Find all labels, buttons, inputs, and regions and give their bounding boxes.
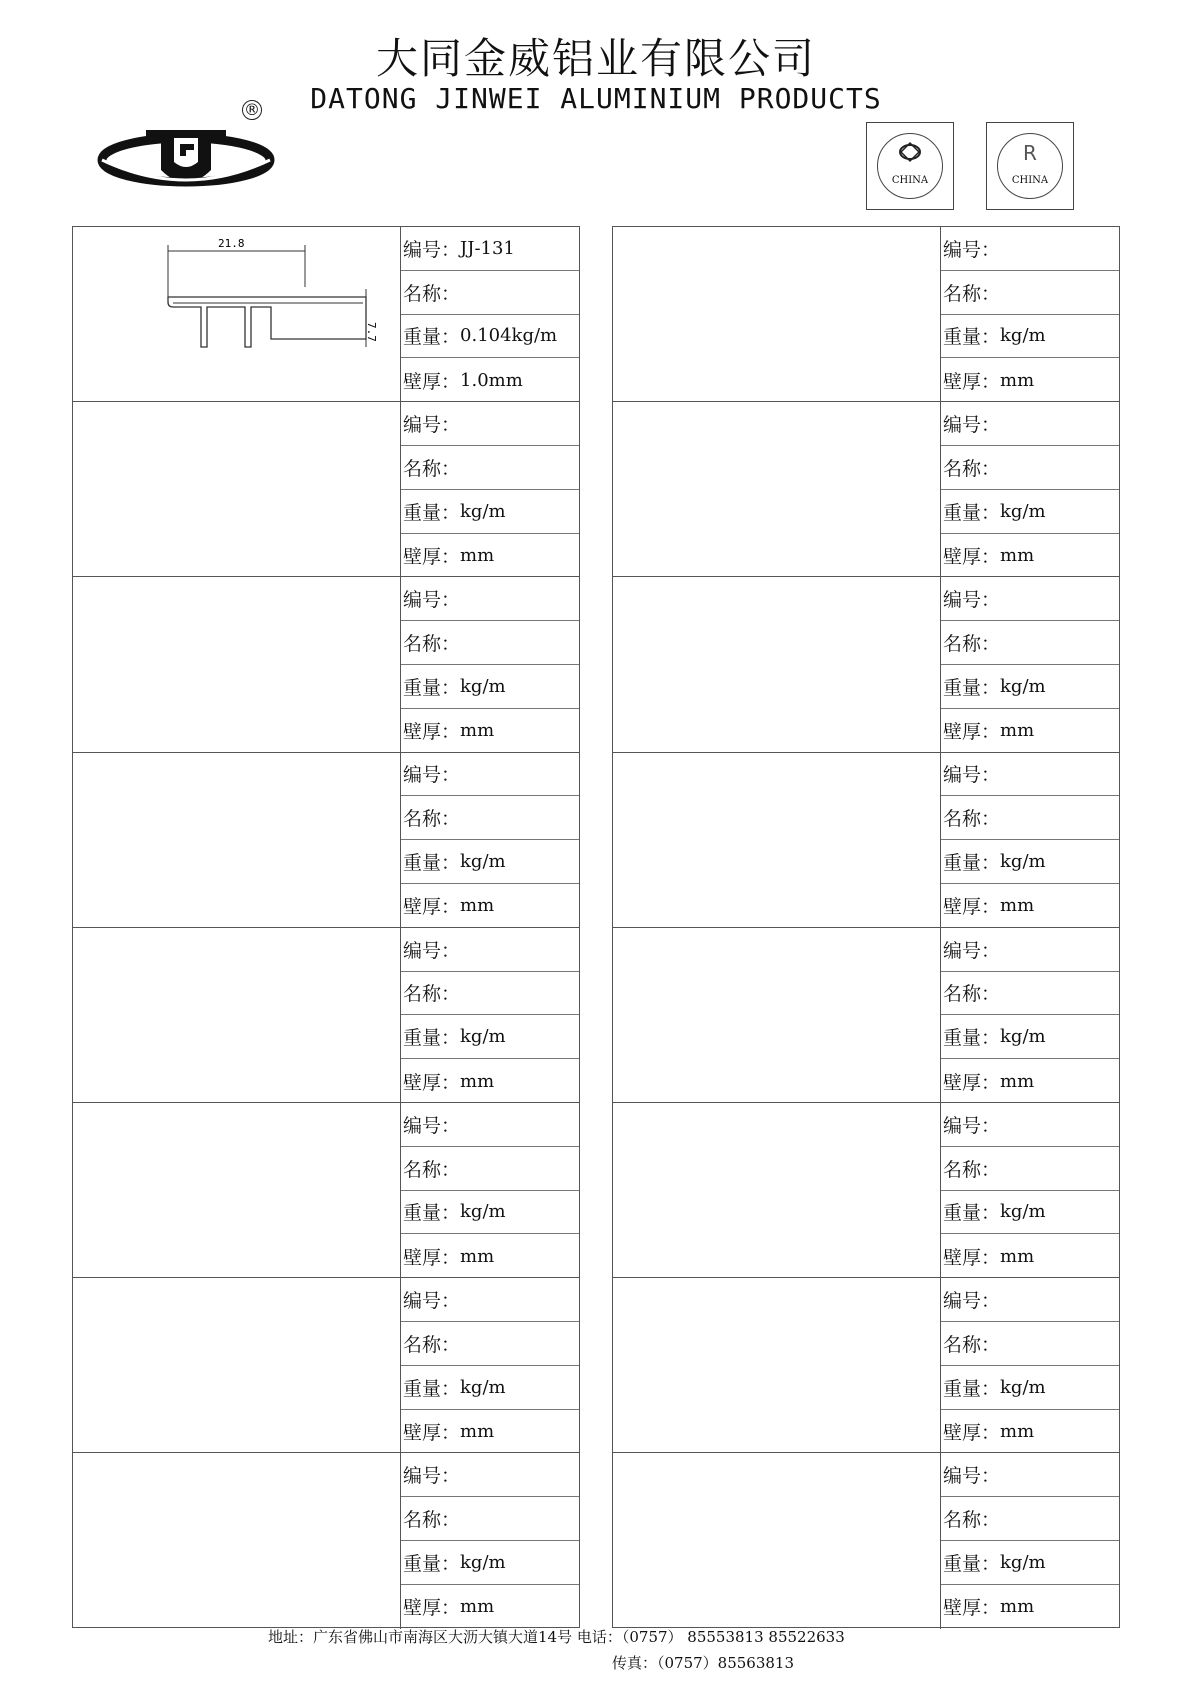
profile-drawing-area — [73, 577, 401, 751]
field-label: 编号： — [403, 1114, 461, 1137]
field-weight — [401, 1541, 579, 1585]
field-label: 名称： — [403, 808, 461, 831]
field-value: kg/m — [460, 675, 506, 697]
profile-drawing-area — [613, 753, 941, 927]
product-entry — [613, 928, 1119, 1103]
profile-drawing-area — [73, 928, 401, 1102]
field-wall — [941, 709, 1119, 753]
field-code — [401, 402, 579, 446]
field-value: kg/m — [460, 851, 506, 873]
field-label: 编号： — [943, 589, 1001, 612]
field-name — [941, 1497, 1119, 1541]
field-name — [401, 271, 579, 315]
product-entry — [613, 577, 1119, 752]
product-entry — [73, 1278, 579, 1453]
field-value: kg/m — [460, 1201, 506, 1223]
footer-address: 地址：广东省佛山市南海区大沥大镇大道14号 电话：（0757） 85553813 85522633 — [268, 1628, 845, 1646]
field-wall — [401, 534, 579, 578]
field-code — [401, 753, 579, 797]
field-value: mm — [460, 720, 495, 742]
spec-fields — [941, 1278, 1119, 1452]
product-entry — [73, 1103, 579, 1278]
field-weight — [401, 490, 579, 534]
company-name-cn: 大同金威铝业有限公司 — [375, 34, 816, 83]
company-name-en: DATONG JINWEI ALUMINIUM PRODUCTS — [310, 82, 882, 115]
registered-trademark-icon: ® — [244, 100, 260, 119]
profile-drawing-area — [613, 928, 941, 1102]
spec-fields — [401, 1103, 579, 1277]
product-entry — [73, 753, 579, 928]
field-value: mm — [460, 1245, 495, 1267]
field-label: 编号： — [943, 1465, 1001, 1488]
field-label: 编号： — [403, 1465, 461, 1488]
product-entry — [73, 928, 579, 1103]
field-label: 编号： — [943, 238, 1001, 261]
product-column-right — [612, 226, 1120, 1628]
field-label: 重量： — [403, 1202, 461, 1225]
field-weight — [941, 1191, 1119, 1235]
field-weight — [941, 1015, 1119, 1059]
field-label: 重量： — [403, 1552, 461, 1575]
field-label: 壁厚： — [403, 896, 461, 919]
field-value: kg/m — [1000, 1201, 1046, 1223]
field-name — [401, 1497, 579, 1541]
field-label: 名称： — [403, 1158, 461, 1181]
profile-drawing-area — [73, 1103, 401, 1277]
field-name — [401, 446, 579, 490]
field-label: 编号： — [943, 764, 1001, 787]
cert-box-r — [986, 122, 1074, 210]
field-label: 编号： — [403, 589, 461, 612]
cert-text: CHINA — [1011, 175, 1049, 186]
spec-fields — [401, 928, 579, 1102]
profile-drawing-area — [73, 1278, 401, 1452]
field-value: kg/m — [1000, 1026, 1046, 1048]
spec-fields — [401, 577, 579, 751]
field-name — [941, 271, 1119, 315]
spec-fields — [941, 1103, 1119, 1277]
profile-drawing-area — [613, 402, 941, 576]
spec-fields — [941, 753, 1119, 927]
product-entry — [73, 577, 579, 752]
field-name — [941, 972, 1119, 1016]
field-label: 重量： — [403, 1027, 461, 1050]
field-label: 名称： — [943, 1158, 1001, 1181]
product-entry — [613, 753, 1119, 928]
field-value: mm — [1000, 720, 1035, 742]
product-entry — [613, 227, 1119, 402]
field-wall — [941, 358, 1119, 402]
field-weight — [941, 1541, 1119, 1585]
field-label: 名称： — [403, 1333, 461, 1356]
field-value: mm — [1000, 1070, 1035, 1092]
product-entry — [613, 1103, 1119, 1278]
field-code — [401, 227, 579, 271]
field-value: mm — [1000, 544, 1035, 566]
field-weight — [401, 840, 579, 884]
spec-fields — [941, 928, 1119, 1102]
field-label: 重量： — [943, 501, 1001, 524]
profile-drawing-area — [613, 1103, 941, 1277]
field-wall — [401, 358, 579, 402]
product-entry — [73, 1453, 579, 1628]
field-code — [941, 928, 1119, 972]
field-label: 编号： — [943, 414, 1001, 437]
field-value: mm — [460, 1596, 495, 1618]
field-wall — [941, 534, 1119, 578]
field-weight — [941, 840, 1119, 884]
field-label: 重量： — [943, 326, 1001, 349]
field-label: 重量： — [943, 1552, 1001, 1575]
field-label: 名称： — [943, 1333, 1001, 1356]
field-label: 名称： — [403, 633, 461, 656]
field-label: 壁厚： — [943, 545, 1001, 568]
spec-fields — [941, 1453, 1119, 1628]
field-value: kg/m — [1000, 1376, 1046, 1398]
field-label: 名称： — [943, 282, 1001, 305]
field-code — [401, 577, 579, 621]
spec-fields — [401, 1278, 579, 1452]
field-value: kg/m — [460, 500, 506, 522]
field-label: 壁厚： — [943, 1246, 1001, 1269]
field-name — [401, 972, 579, 1016]
field-value: kg/m — [460, 1026, 506, 1048]
field-code — [941, 1278, 1119, 1322]
field-label: 壁厚： — [943, 1597, 1001, 1620]
footer-fax: 传真：（0757）85563813 — [612, 1654, 795, 1672]
profile-drawing-area — [613, 227, 941, 401]
field-label: 名称： — [943, 983, 1001, 1006]
field-label: 编号： — [403, 764, 461, 787]
field-value: mm — [1000, 369, 1035, 391]
field-weight — [401, 1015, 579, 1059]
field-weight — [401, 315, 579, 359]
spec-fields — [401, 227, 579, 401]
field-label: 编号： — [943, 1114, 1001, 1137]
field-label: 重量： — [403, 1377, 461, 1400]
field-wall — [941, 1234, 1119, 1278]
field-label: 壁厚： — [403, 1421, 461, 1444]
field-value: mm — [460, 544, 495, 566]
profile-drawing-area — [73, 1453, 401, 1628]
field-name — [941, 1147, 1119, 1191]
field-weight — [401, 1191, 579, 1235]
field-code — [941, 227, 1119, 271]
field-label: 编号： — [403, 939, 461, 962]
field-label: 编号： — [403, 238, 461, 261]
field-label: 壁厚： — [943, 1071, 1001, 1094]
field-label: 壁厚： — [403, 721, 461, 744]
product-entry — [73, 402, 579, 577]
field-value: kg/m — [460, 1551, 506, 1573]
field-code — [941, 402, 1119, 446]
field-name — [941, 1322, 1119, 1366]
field-weight — [941, 1366, 1119, 1410]
field-label: 重量： — [943, 1027, 1001, 1050]
field-value: mm — [460, 1420, 495, 1442]
field-label: 重量： — [943, 676, 1001, 699]
product-entry — [613, 1278, 1119, 1453]
field-value: kg/m — [1000, 675, 1046, 697]
field-wall — [401, 1059, 579, 1103]
field-weight — [941, 315, 1119, 359]
field-value: mm — [1000, 1596, 1035, 1618]
field-weight — [941, 490, 1119, 534]
field-code — [941, 1453, 1119, 1497]
field-value: mm — [1000, 895, 1035, 917]
cert-diamond-icon — [897, 141, 923, 163]
field-value: mm — [460, 1070, 495, 1092]
field-code — [941, 753, 1119, 797]
field-label: 壁厚： — [403, 1597, 461, 1620]
profile-drawing — [73, 227, 399, 399]
width-dimension: 21.8 — [218, 237, 245, 250]
field-value: kg/m — [1000, 1551, 1046, 1573]
field-weight — [941, 665, 1119, 709]
field-weight — [401, 1366, 579, 1410]
field-value: 1.0mm — [460, 369, 523, 391]
field-name — [401, 796, 579, 840]
field-wall — [941, 1059, 1119, 1103]
product-entry — [613, 1453, 1119, 1628]
company-logo — [96, 100, 296, 200]
field-code — [401, 1103, 579, 1147]
field-label: 重量： — [403, 326, 461, 349]
field-label: 名称： — [403, 457, 461, 480]
field-value: kg/m — [1000, 325, 1046, 347]
field-label: 重量： — [943, 1202, 1001, 1225]
field-wall — [401, 1234, 579, 1278]
profile-drawing-area — [73, 402, 401, 576]
field-name — [401, 1322, 579, 1366]
field-label: 壁厚： — [943, 721, 1001, 744]
field-wall — [401, 1585, 579, 1629]
field-code — [401, 1453, 579, 1497]
field-name — [941, 621, 1119, 665]
profile-drawing-area — [73, 753, 401, 927]
field-label: 重量： — [403, 501, 461, 524]
field-label: 重量： — [403, 676, 461, 699]
field-label: 名称： — [943, 1509, 1001, 1532]
field-wall — [401, 709, 579, 753]
spec-fields — [401, 1453, 579, 1628]
field-label: 编号： — [943, 1290, 1001, 1313]
field-name — [401, 621, 579, 665]
field-label: 重量： — [943, 1377, 1001, 1400]
cert-mark: R — [1023, 141, 1037, 165]
field-label: 名称： — [943, 457, 1001, 480]
spec-fields — [941, 577, 1119, 751]
product-entry — [613, 402, 1119, 577]
field-label: 名称： — [943, 808, 1001, 831]
field-code — [941, 577, 1119, 621]
field-label: 名称： — [943, 633, 1001, 656]
field-label: 壁厚： — [403, 370, 461, 393]
profile-drawing-area — [613, 1453, 941, 1628]
field-wall — [941, 1585, 1119, 1629]
field-code — [401, 1278, 579, 1322]
field-label: 编号： — [403, 414, 461, 437]
field-value: mm — [1000, 1420, 1035, 1442]
field-label: 壁厚： — [403, 1246, 461, 1269]
height-dimension: 7.7 — [365, 322, 378, 342]
field-label: 壁厚： — [403, 545, 461, 568]
field-name — [941, 446, 1119, 490]
spec-fields — [941, 402, 1119, 576]
field-label: 重量： — [943, 852, 1001, 875]
field-value: JJ-131 — [460, 237, 515, 259]
field-value: kg/m — [1000, 851, 1046, 873]
product-entry — [73, 227, 579, 402]
field-label: 壁厚： — [943, 896, 1001, 919]
spec-fields — [941, 227, 1119, 401]
field-label: 名称： — [403, 282, 461, 305]
field-label: 名称： — [403, 983, 461, 1006]
field-wall — [941, 884, 1119, 928]
field-wall — [941, 1410, 1119, 1454]
spec-fields — [401, 402, 579, 576]
field-label: 名称： — [403, 1509, 461, 1532]
product-column-left — [72, 226, 580, 1628]
field-code — [401, 928, 579, 972]
field-value: kg/m — [1000, 500, 1046, 522]
field-value: 0.104kg/m — [460, 325, 558, 347]
field-wall — [401, 884, 579, 928]
field-label: 编号： — [403, 1290, 461, 1313]
field-label: 壁厚： — [943, 370, 1001, 393]
field-label: 重量： — [403, 852, 461, 875]
field-weight — [401, 665, 579, 709]
field-label: 壁厚： — [403, 1071, 461, 1094]
profile-drawing-area — [613, 1278, 941, 1452]
field-name — [941, 796, 1119, 840]
field-value: kg/m — [460, 1376, 506, 1398]
cert-text: CHINA — [891, 175, 929, 186]
profile-drawing-area — [613, 577, 941, 751]
field-value: mm — [1000, 1245, 1035, 1267]
field-label: 编号： — [943, 939, 1001, 962]
field-code — [941, 1103, 1119, 1147]
field-value: mm — [460, 895, 495, 917]
cert-box-ccc — [866, 122, 954, 210]
field-label: 壁厚： — [943, 1421, 1001, 1444]
profile-drawing-area — [73, 227, 401, 401]
spec-fields — [401, 753, 579, 927]
field-wall — [401, 1410, 579, 1454]
field-name — [401, 1147, 579, 1191]
